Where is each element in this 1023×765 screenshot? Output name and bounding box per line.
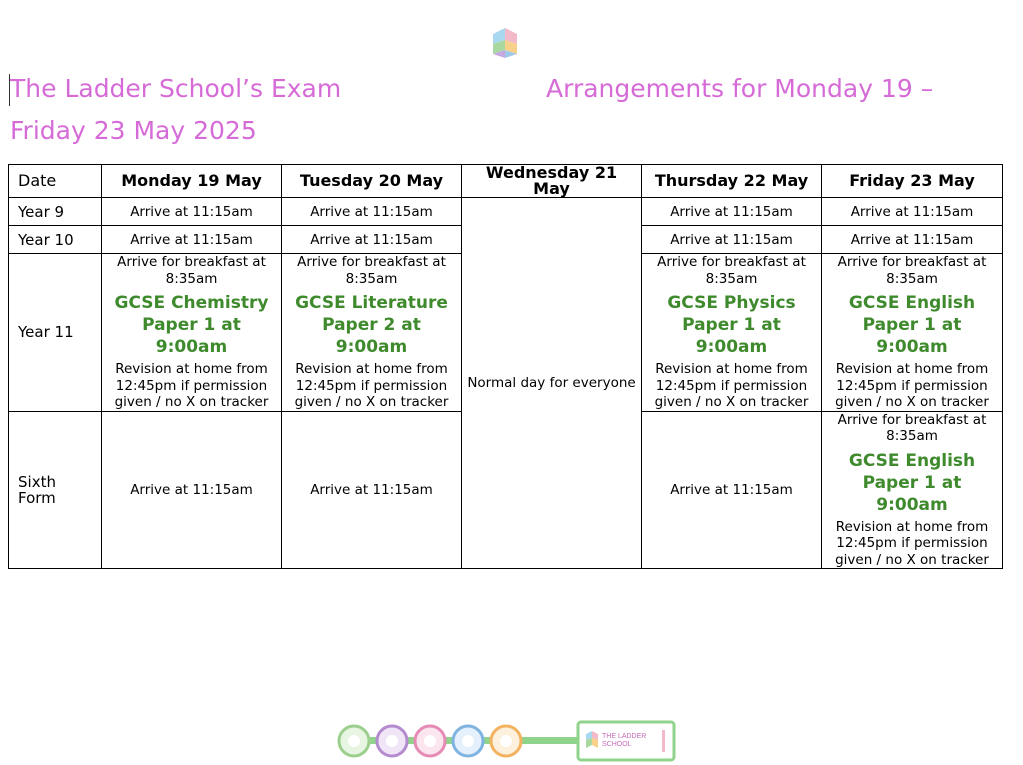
- cell-year11-thursday: [642, 254, 822, 412]
- page-title-part2: Arrangements for Monday 19 –: [546, 74, 934, 103]
- header-tuesday: Tuesday 20 May: [282, 165, 462, 198]
- exam-arrangements-table: [8, 164, 1003, 569]
- revision-note: Revision at home from 12:45pm if permission given / no X on tracker: [835, 518, 989, 568]
- cell-year10-friday: Arrive at 11:15am: [822, 226, 1003, 254]
- cell-year9-friday: Arrive at 11:15am: [822, 198, 1003, 226]
- header-monday: Monday 19 May: [102, 165, 282, 198]
- revision-note: Revision at home from 12:45pm if permission given / no X on tracker: [654, 361, 809, 410]
- footer-logo-text-1: THE LADDER: [602, 733, 647, 740]
- cell-year9-thursday: Arrive at 11:15am: [642, 198, 822, 226]
- cell-sixth-friday: [822, 411, 1003, 569]
- cell-year10-tuesday: Arrive at 11:15am: [282, 226, 462, 254]
- page-title-part1: The Ladder School’s Exam: [10, 74, 342, 103]
- exam-name: GCSE English Paper 1 at 9:00am: [848, 450, 976, 515]
- cell-year9-monday: Arrive at 11:15am: [102, 198, 282, 226]
- header-thursday: Thursday 22 May: [642, 165, 822, 198]
- exam-name: GCSE Literature Paper 2 at 9:00am: [295, 293, 448, 357]
- revision-note: Revision at home from 12:45pm if permission given / no X on tracker: [114, 361, 269, 410]
- cell-sixth-thursday: Arrive at 11:15am: [642, 411, 822, 569]
- cell-sixth-tuesday: Arrive at 11:15am: [282, 411, 462, 569]
- exam-name: GCSE Physics Paper 1 at 9:00am: [667, 293, 796, 357]
- cell-year11-friday: [822, 254, 1003, 412]
- breakfast-note: Arrive for breakfast at 8:35am: [117, 254, 266, 287]
- breakfast-note: Arrive for breakfast at 8:35am: [837, 411, 987, 444]
- revision-note: Revision at home from 12:45pm if permission given / no X on tracker: [835, 361, 989, 410]
- header-date: Date: [9, 165, 102, 198]
- footer-values-icons: [339, 726, 521, 756]
- cell-year10-thursday: Arrive at 11:15am: [642, 226, 822, 254]
- row-label-sixth-form: Sixth Form: [9, 411, 102, 569]
- cell-wednesday-all: Normal day for everyone: [462, 198, 642, 569]
- page-title-part3: Friday 23 May 2025: [10, 116, 257, 145]
- cell-year11-monday: [102, 254, 282, 412]
- school-logo-icon: [491, 26, 519, 60]
- cell-year9-tuesday: Arrive at 11:15am: [282, 198, 462, 226]
- breakfast-note: Arrive for breakfast at 8:35am: [657, 254, 806, 287]
- cell-year10-monday: Arrive at 11:15am: [102, 226, 282, 254]
- row-label-year9: Year 9: [9, 198, 102, 226]
- table-row-year9: [9, 198, 1003, 226]
- exam-name: GCSE English Paper 1 at 9:00am: [848, 293, 976, 357]
- row-label-year10: Year 10: [9, 226, 102, 254]
- header-friday: Friday 23 May: [822, 165, 1003, 198]
- row-label-year11: Year 11: [9, 254, 102, 412]
- footer-logo-text-2: SCHOOL: [602, 741, 632, 748]
- header-wednesday: Wednesday 21 May: [462, 165, 642, 198]
- breakfast-note: Arrive for breakfast at 8:35am: [837, 254, 987, 287]
- breakfast-note: Arrive for breakfast at 8:35am: [297, 254, 446, 287]
- cell-year11-tuesday: [282, 254, 462, 412]
- exam-name: GCSE Chemistry Paper 1 at 9:00am: [114, 293, 269, 357]
- footer-logo-bar: [336, 720, 678, 762]
- revision-note: Revision at home from 12:45pm if permission given / no X on tracker: [294, 361, 449, 410]
- table-header-row: [9, 165, 1003, 198]
- cell-sixth-monday: Arrive at 11:15am: [102, 411, 282, 569]
